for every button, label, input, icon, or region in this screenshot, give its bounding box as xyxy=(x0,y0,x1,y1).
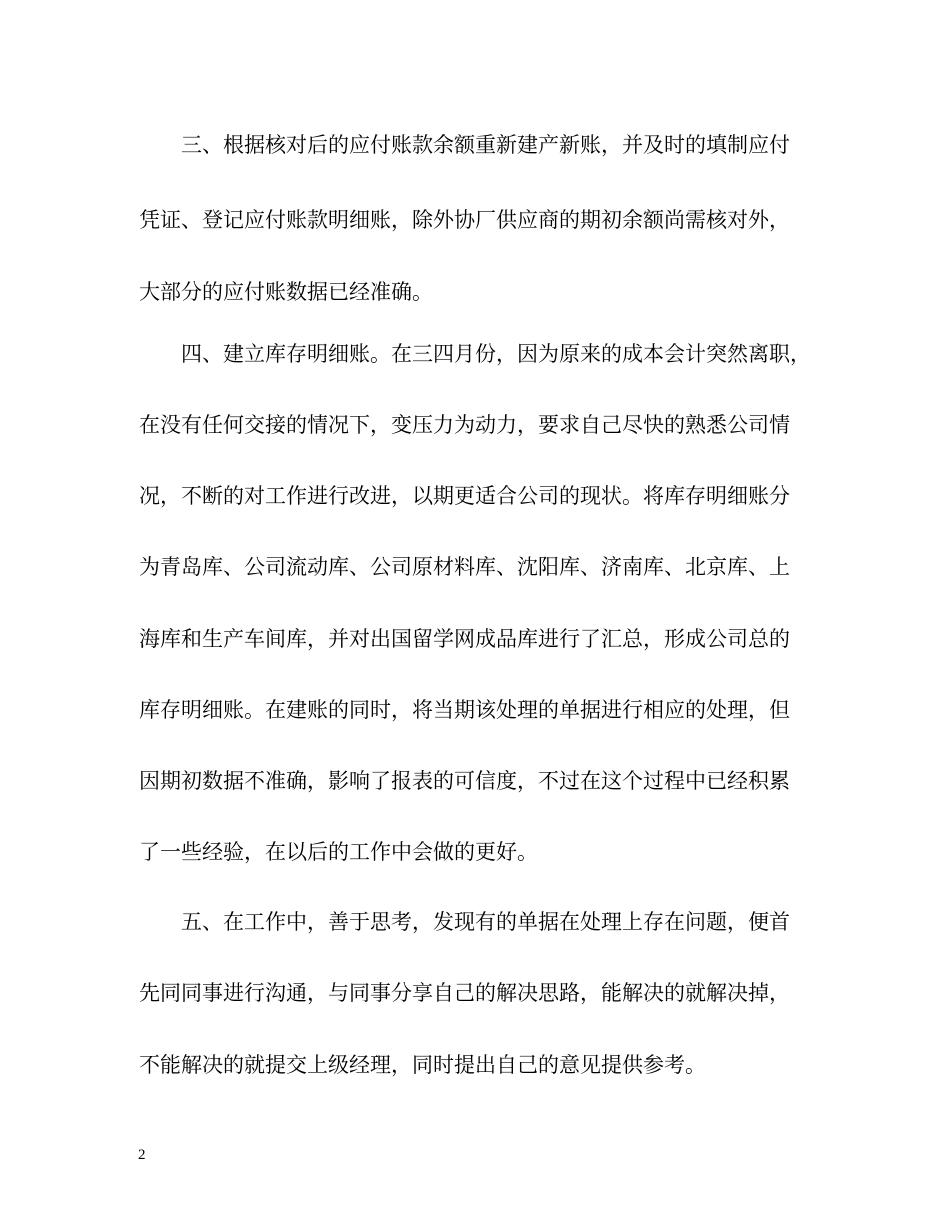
text-line: 库存明细账。在建账的同时，将当期该处理的单据进行相应的处理，但 xyxy=(139,698,790,722)
text-line: 四、建立库存明细账。在三四月份，因为原来的成本会计突然离职， xyxy=(139,342,811,366)
text-line: 三、根据核对后的应付账款余额重新建产新账，并及时的填制应付 xyxy=(139,133,790,157)
text-line: 先同同事进行沟通，与同事分享自己的解决思路，能解决的就解决掉， xyxy=(139,981,790,1005)
text-line: 在没有任何交接的情况下，变压力为动力，要求自己尽快的熟悉公司情 xyxy=(139,413,790,437)
text-line: 凭证、登记应付账款明细账，除外协厂供应商的期初余额尚需核对外， xyxy=(139,208,790,232)
text-line: 大部分的应付账数据已经准确。 xyxy=(139,280,433,304)
text-line: 为青岛库、公司流动库、公司原材料库、沈阳库、济南库、北京库、上 xyxy=(139,555,790,579)
text-line: 不能解决的就提交上级经理，同时提出自己的意见提供参考。 xyxy=(139,1053,706,1077)
page-number: 2 xyxy=(138,1147,146,1163)
text-line: 因期初数据不准确，影响了报表的可信度，不过在这个过程中已经积累 xyxy=(139,769,790,793)
text-line: 况，不断的对工作进行改进，以期更适合公司的现状。将库存明细账分 xyxy=(139,484,790,508)
text-line: 海库和生产车间库，并对出国留学网成品库进行了汇总，形成公司总的 xyxy=(139,627,790,651)
text-line: 了一些经验，在以后的工作中会做的更好。 xyxy=(139,840,538,864)
text-line: 五、在工作中，善于思考，发现有的单据在处理上存在问题，便首 xyxy=(139,910,790,934)
